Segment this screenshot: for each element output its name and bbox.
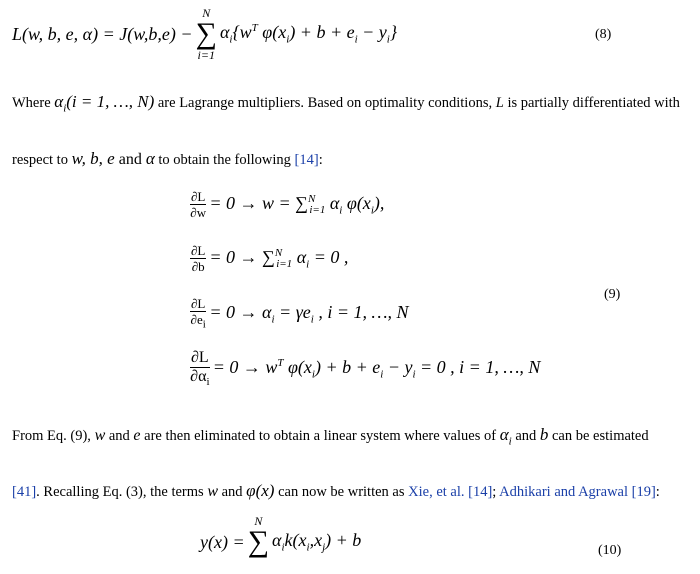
paragraph-2-line-1: From Eq. (9), w and e are then eliminated to obtain a linear system where values of $\alpha_i$ and b can be estimated (12, 425, 649, 448)
summation-icon: ∑ (247, 525, 270, 558)
summation-icon: ∑ (195, 17, 217, 50)
equation-9-row-4: $\frac{\partial L}{\partial\alpha_i}$ = $0 \to w^T$ $\varphi(x_i) + b + e_i - y_i = 0$ , i = 1, …, N (190, 349, 541, 389)
eq8-body: $\alpha_i\{w^T$ $\varphi(x_i) + b + e_i - y_i$} (219, 22, 398, 46)
partial-fraction: $\frac{\partial L}{\partial e_i}$ (190, 296, 206, 331)
eq8-sum-upper: N (202, 6, 211, 20)
eq10-sum-upper: N (254, 514, 263, 528)
equation-9-number: (9) (604, 287, 621, 302)
eq8-sum-lower: i=1 (197, 48, 215, 62)
paragraph-1-line-1: Where $\alpha_i(i = 1$, …, N) are Lagrange multipliers. Based on optimality conditions, L is partially differentiated with (12, 92, 680, 115)
paragraph-1-line-2: respect to w, b, e and α to obtain the following [14]: (12, 149, 323, 168)
eq8-lhs: L(w, b, e, α) = J(w,b,e) − (12, 23, 193, 44)
equation-9-row-1: $\frac{\partial L}{\partial w}$ = 0 → w = ∑$^N_{i=1}$ $\alpha_i$ $\varphi(x_i)$, (190, 189, 385, 220)
eq10-lhs: y(x) = (200, 531, 245, 552)
eq10-summation (248, 515, 269, 569)
reference-link-xie[interactable]: Xie, et al. [14] (408, 484, 493, 500)
equation-10 (200, 512, 361, 572)
equation-8-number: (8) (595, 27, 612, 42)
equation-9-row-3: $\frac{\partial L}{\partial e_i}$ = $0 \to \alpha_i = \gamma e_i$ , i = 1, …, N (190, 296, 409, 331)
citation-link[interactable]: [41] (12, 484, 37, 500)
citation-link[interactable]: [14] (294, 152, 319, 168)
partial-fraction: $\frac{\partial L}{\partial\alpha_i}$ (190, 349, 210, 389)
partial-fraction: $\frac{\partial L}{\partial b}$ (191, 243, 206, 274)
equation-8 (12, 4, 397, 64)
eq8-summation (196, 7, 217, 61)
partial-fraction: $\frac{\partial L}{\partial w}$ (190, 189, 207, 220)
paragraph-2-line-2: [41]. Recalling Eq. (3), the terms w and φ(x) can now be written as Xie, et al. [14]; Adhikari and Agrawal [19]: (12, 481, 660, 500)
eq10-body: $\alpha_ik(x_i,x_j) + b$ (272, 530, 362, 554)
equation-10-number: (10) (598, 543, 622, 558)
reference-link-adhikari[interactable]: Adhikari and Agrawal [19] (499, 484, 656, 500)
equation-9-row-2: $\frac{\partial L}{\partial b}$ = 0 → ∑$^N_{i=1}$ $\alpha_i = 0$ , (191, 243, 349, 274)
